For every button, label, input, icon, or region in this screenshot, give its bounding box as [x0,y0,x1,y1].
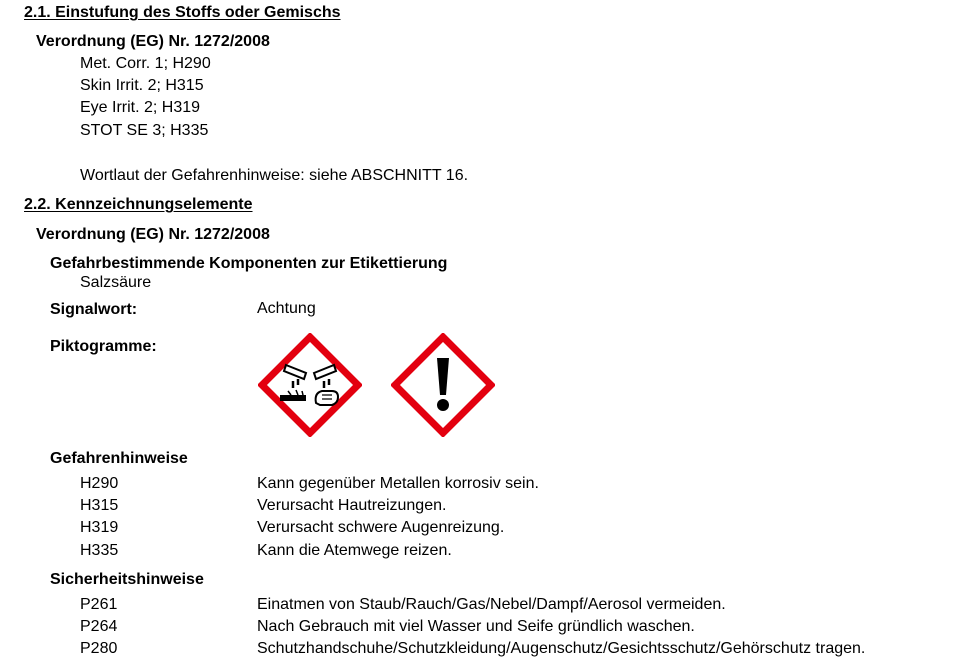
pictogram-border [262,337,358,433]
hazard-statements-label: Gefahrenhinweise [50,450,188,467]
precaution-code: P264 [80,618,118,635]
precaution-text: Schutzhandschuhe/Schutzkleidung/Augenschutz/Gesichtsschutz/Gehörschutz tragen. [257,640,866,657]
hazard-wording-note: Wortlaut der Gefahrenhinweise: siehe ABSCHNITT 16. [80,167,469,184]
regulation-label: Verordnung (EG) Nr. 1272/2008 [36,33,270,50]
section-2-1-heading: 2.1. Einstufung des Stoffs oder Gemischs [24,4,341,21]
precaution-text: Einatmen von Staub/Rauch/Gas/Nebel/Dampf/Aerosol vermeiden. [257,596,726,613]
precaution-code: P280 [80,640,118,657]
pictograms-label: Piktogramme: [50,338,157,355]
classification-item: STOT SE 3; H335 [80,122,209,139]
hazard-text: Kann gegenüber Metallen korrosiv sein. [257,475,539,492]
hazard-text: Kann die Atemwege reizen. [257,542,452,559]
hazard-text: Verursacht Hautreizungen. [257,497,447,514]
hazard-code: H335 [80,542,119,559]
hazard-code: H290 [80,475,119,492]
corrosion-pictogram [258,333,362,437]
component-name: Salzsäure [80,274,152,291]
precautionary-statements-label: Sicherheitshinweise [50,571,204,588]
classification-item: Skin Irrit. 2; H315 [80,77,204,94]
regulation-label: Verordnung (EG) Nr. 1272/2008 [36,226,270,243]
signal-word-label: Signalwort: [50,301,138,318]
classification-item: Eye Irrit. 2; H319 [80,99,201,116]
precaution-code: P261 [80,596,118,613]
classification-item: Met. Corr. 1; H290 [80,55,211,72]
hazard-code: H315 [80,497,119,514]
precaution-text: Nach Gebrauch mit viel Wasser und Seife gründlich waschen. [257,618,695,635]
exclamation-pictogram [391,333,495,437]
section-2-2-heading: 2.2. Kennzeichnungselemente [24,196,253,213]
hazard-text: Verursacht schwere Augenreizung. [257,519,505,536]
hazard-code: H319 [80,519,119,536]
signal-word-value: Achtung [257,300,316,317]
components-label: Gefahrbestimmende Komponenten zur Etikettierung [50,255,448,272]
